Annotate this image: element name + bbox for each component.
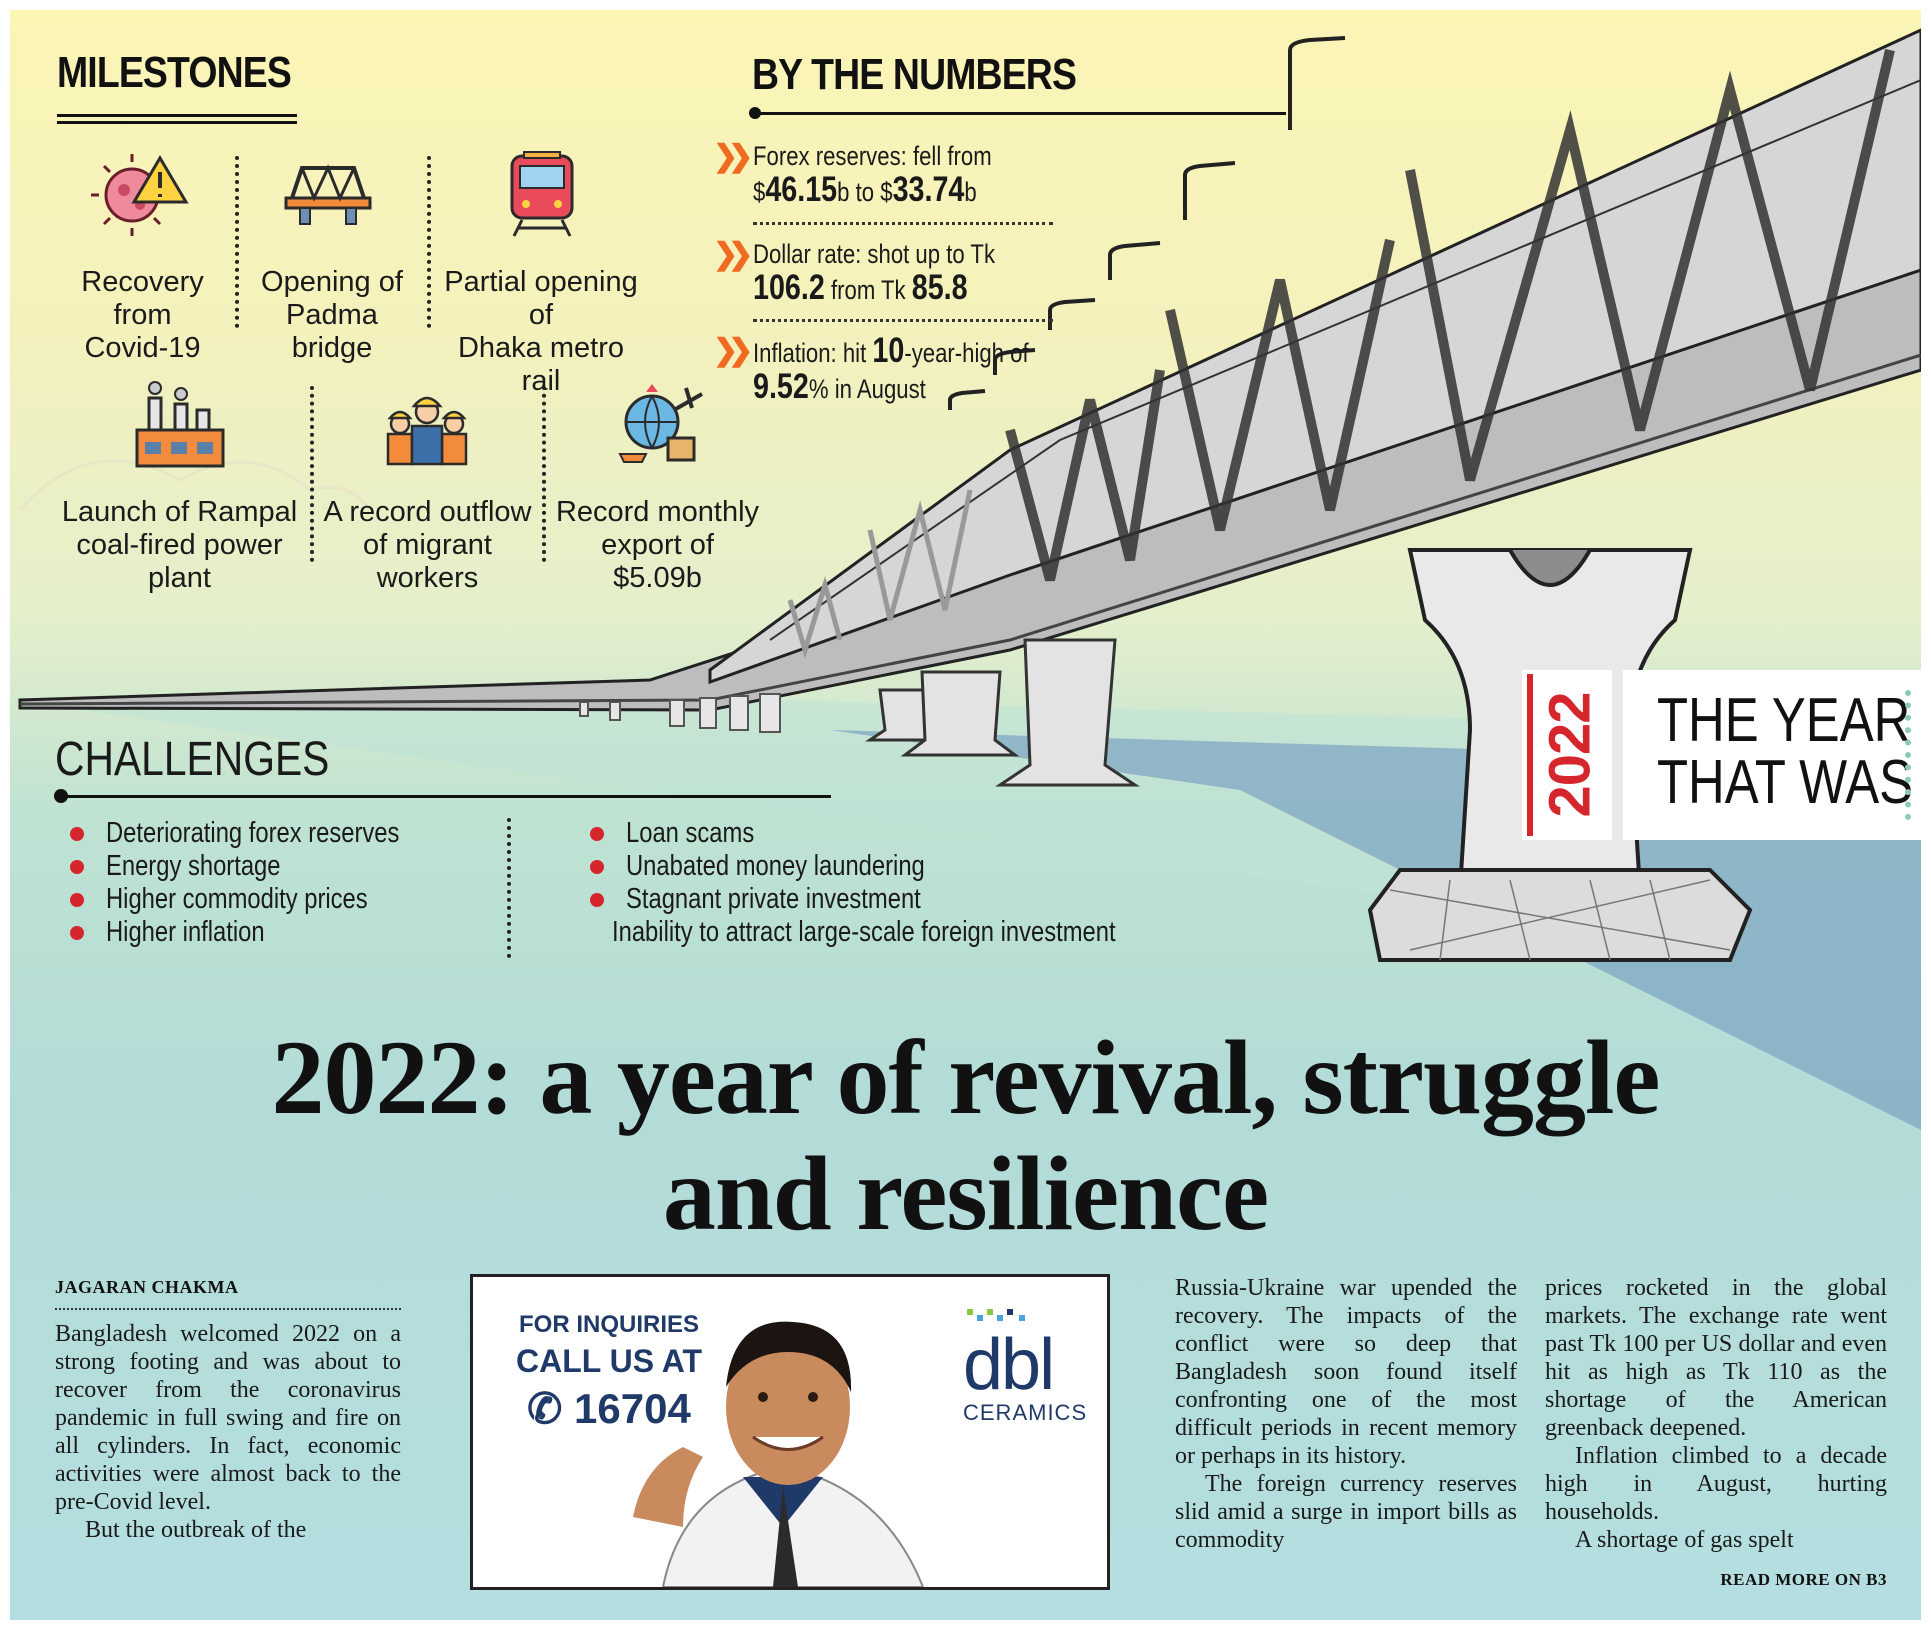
headline: 2022: a year of revival, struggle and resilience xyxy=(271,1019,1660,1252)
milestone-rampal: Launch of Rampal coal-fired power plant xyxy=(61,496,298,594)
milestone-padma: Opening of Padma bridge xyxy=(261,266,403,364)
list-item: Deteriorating forex reserves xyxy=(70,817,490,850)
list-item: Energy shortage xyxy=(70,850,490,883)
export-globe-icon xyxy=(616,382,706,468)
year-that-was-banner: THE YEAR THAT WAS xyxy=(1623,670,1921,840)
year-text: 2022 xyxy=(1537,692,1603,818)
inflation-stat: ❯❯ Inflation: hit 10-year-high of 9.52% in August xyxy=(713,331,1029,406)
list-item: Higher commodity prices xyxy=(70,883,490,916)
bullet-icon xyxy=(70,926,84,940)
milestones-heading: MILESTONES xyxy=(57,48,291,97)
list-item: Unabated money laundering xyxy=(590,850,1150,883)
list-item: Higher inflation xyxy=(70,916,490,949)
byline: JAGARAN CHAKMA xyxy=(55,1277,239,1297)
bullet-icon xyxy=(70,827,84,841)
milestones-underline xyxy=(57,114,297,117)
read-more-link[interactable]: READ MORE ON B3 xyxy=(1720,1570,1887,1589)
dbl-ceramics-ad[interactable]: FOR INQUIRIES CALL US AT ✆ 16704 dbl CERAMICS xyxy=(470,1274,1110,1590)
list-item: Stagnant private investment xyxy=(590,883,1150,916)
milestone-covid: Recovery from Covid-19 xyxy=(81,266,204,364)
metro-train-icon xyxy=(508,148,576,240)
bullet-icon xyxy=(590,893,604,907)
dollar-rate-stat: ❯❯ Dollar rate: shot up to Tk 106.2 from Tk 85.8 xyxy=(713,238,996,307)
dbl-logo-dots-icon xyxy=(963,1305,1043,1325)
milestone-export: Record monthly export of $5.09b xyxy=(555,496,760,594)
power-plant-icon xyxy=(135,380,225,470)
bullet-icon xyxy=(70,893,84,907)
virus-warning-icon xyxy=(90,150,190,240)
list-item: Loan scams xyxy=(590,817,1150,850)
numbers-heading: BY THE NUMBERS xyxy=(752,50,1077,99)
phone-icon: ✆ xyxy=(527,1385,563,1432)
year-badge xyxy=(1522,670,1612,840)
workers-icon xyxy=(382,386,472,466)
milestone-migrant: A record outflow of migrant workers xyxy=(323,496,532,594)
challenges-right-list xyxy=(590,817,1150,949)
article-column-4: prices rocketed in the global markets. The exchange rate went past Tk 100 per US dollar and even hit as high as Tk 110 as the shortage of the American greenback deepened. Inflation climbed to a decade high in August, hurting households. A shortage of gas spelt xyxy=(1545,1275,1887,1553)
dbl-logo: dbl xyxy=(963,1325,1054,1405)
list-item: Inability to attract large-scale foreign investment xyxy=(612,916,1116,948)
challenges-left-list xyxy=(70,817,490,949)
bullet-icon xyxy=(70,860,84,874)
challenges-heading: CHALLENGES xyxy=(55,733,330,786)
article-column-3: Russia-Ukraine war upended the recovery. The impacts of the conflict were so deep that Bangladesh soon found itself confronting one of the most difficult periods in recent memory or perhaps in its history. The foreign currency reserves slid amid a surge in import bills as commodity xyxy=(1175,1275,1517,1553)
bridge-icon xyxy=(282,160,374,226)
ad-model-illustration xyxy=(623,1297,953,1587)
forex-stat: ❯❯ Forex reserves: fell from $46.15b to $33.74b xyxy=(713,140,992,209)
bullet-icon xyxy=(590,827,604,841)
milestone-metro: Partial opening of Dhaka metro rail xyxy=(444,266,638,397)
newspaper-page xyxy=(10,10,1921,1620)
bullet-icon xyxy=(590,860,604,874)
article-column-1: Bangladesh welcomed 2022 on a strong footing and was about to recover from the coronavirus pandemic in full swing and fire on all cylinders. In fact, economic activities were almost back to the pre-Covid level. But the outbreak of the xyxy=(55,1321,401,1543)
